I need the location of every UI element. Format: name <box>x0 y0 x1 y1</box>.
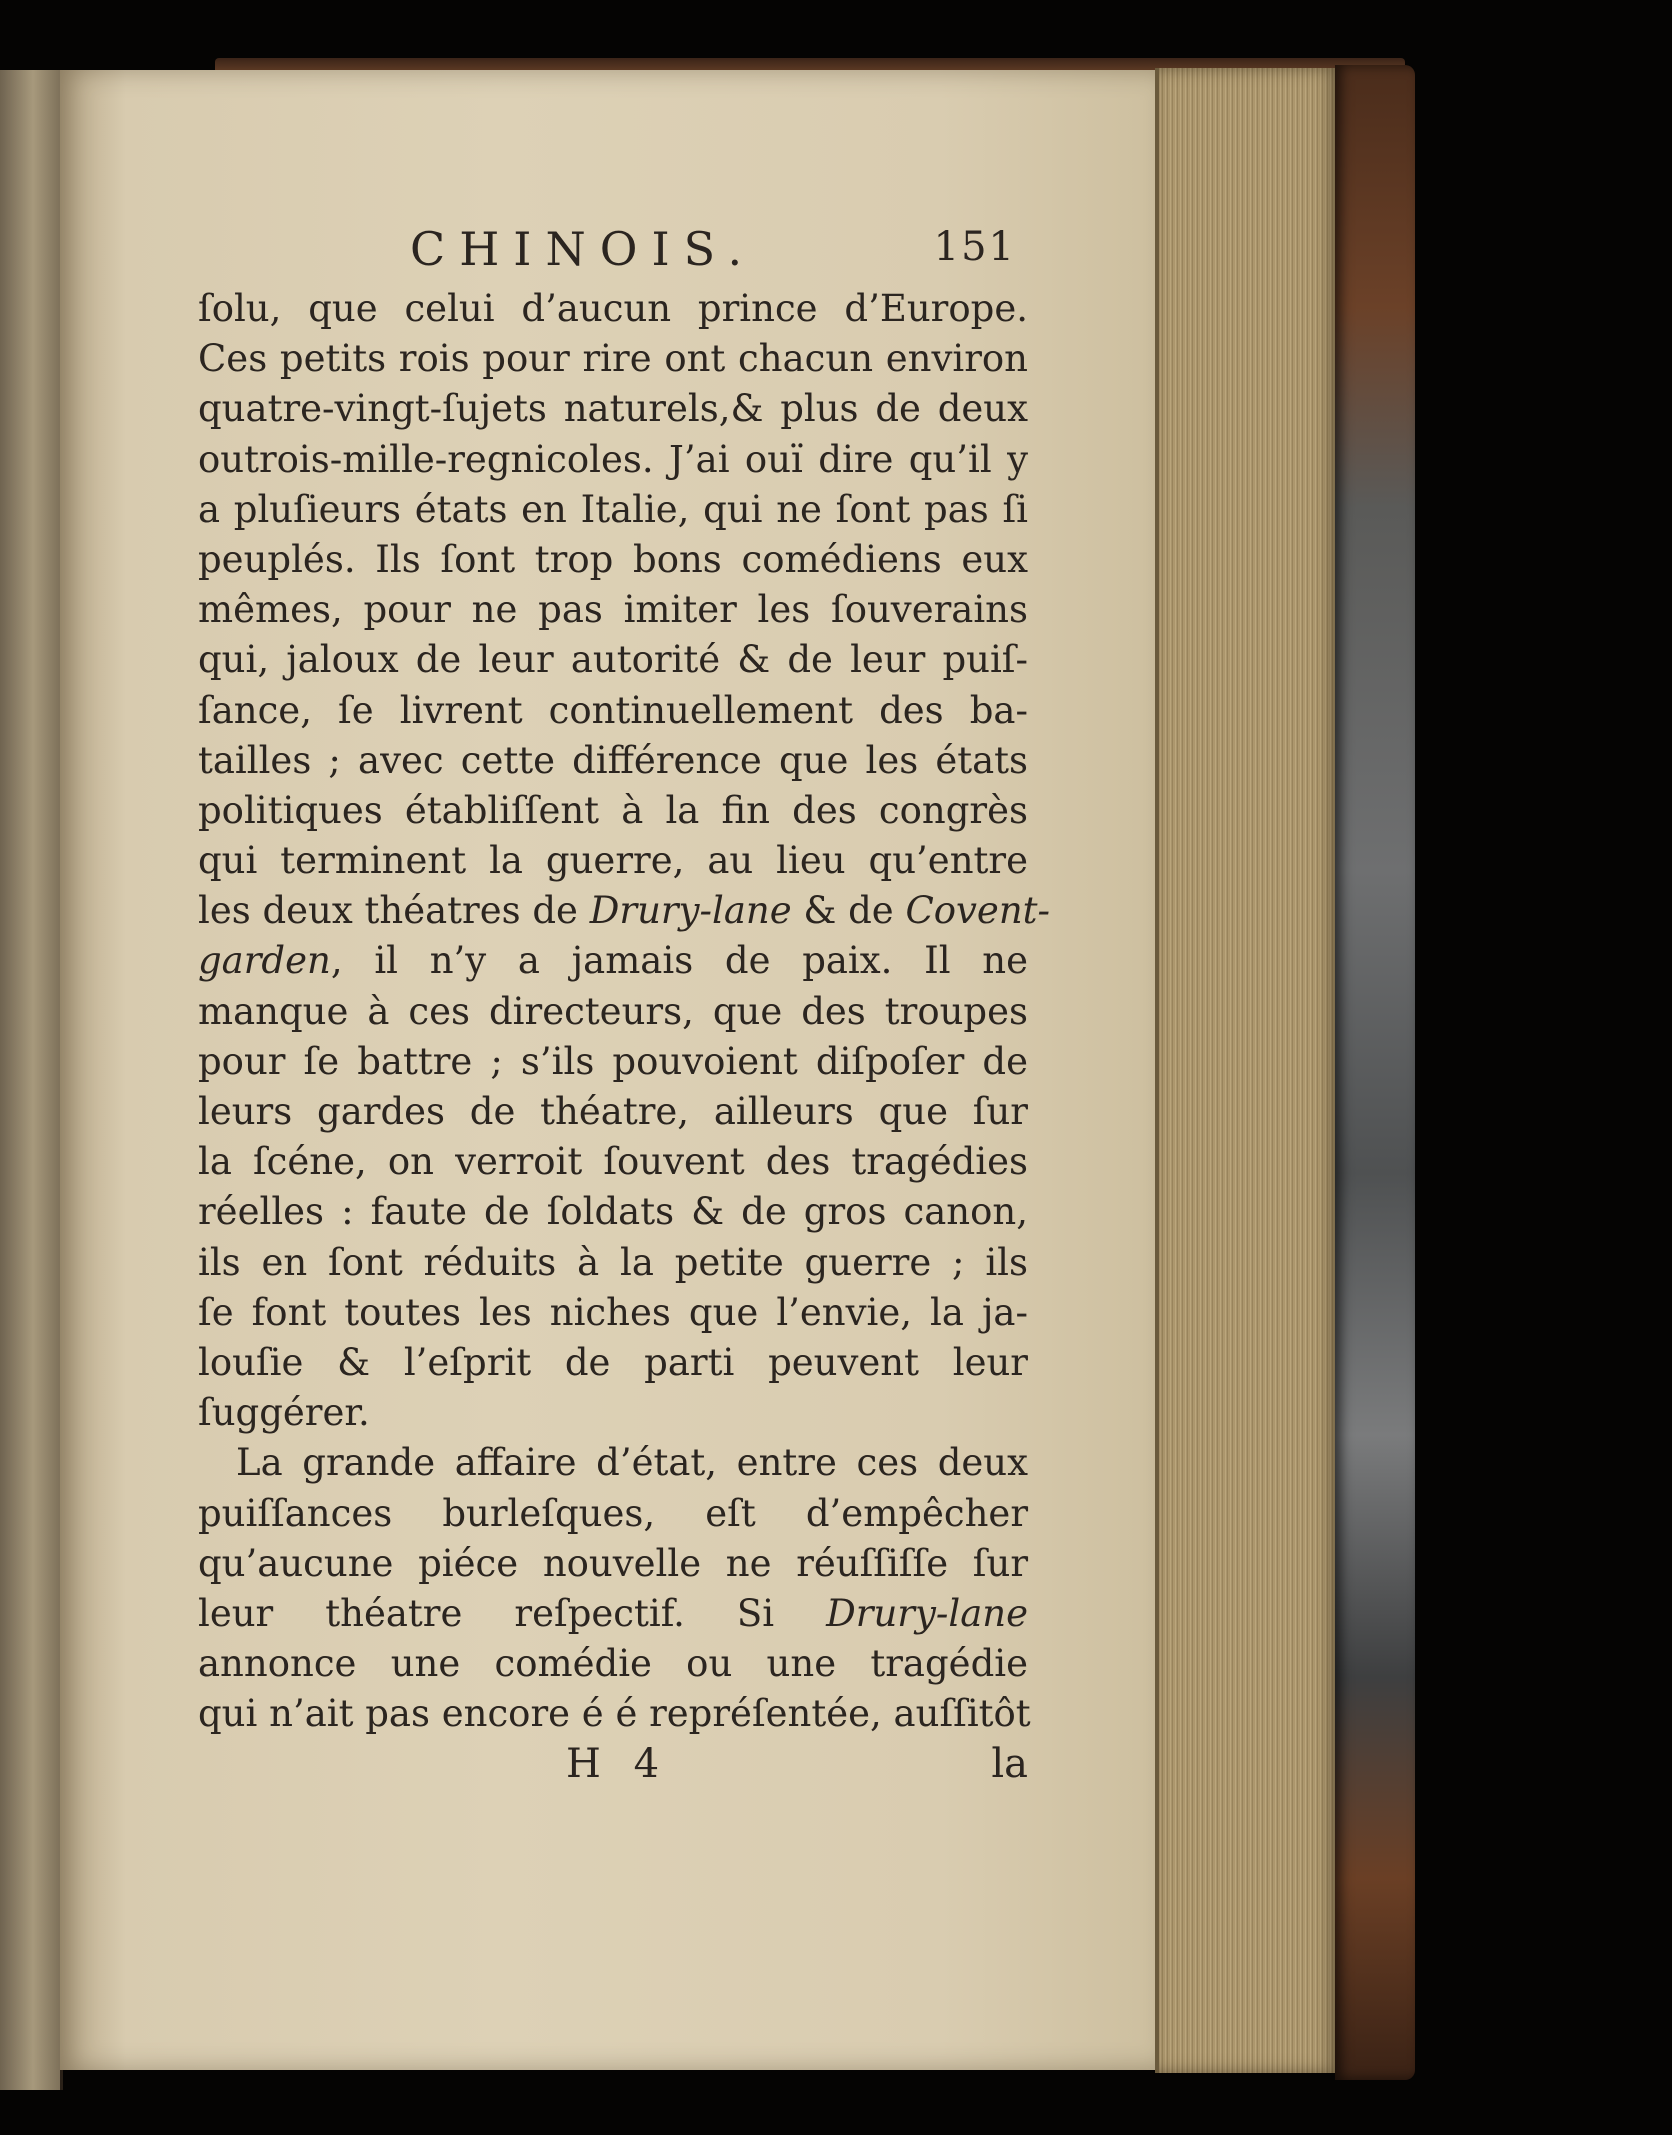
text-line: ſe font toutes les niches que l’envie, la ja- <box>198 1290 1028 1334</box>
left-page-edge <box>0 70 63 2090</box>
text-line: ſance, ſe livrent continuellement des ba- <box>198 688 1028 732</box>
text-line: peuplés. Ils ſont trop bons comédiens eux <box>198 537 1028 581</box>
italic-text: Drury-lane <box>826 1591 1028 1635</box>
text-line: La grande affaire d’état, entre ces deux <box>236 1441 1028 1485</box>
text-line: puiſſances burleſques, eſt d’empêcher <box>198 1491 1028 1535</box>
text-line: a pluſieurs états en Italie, qui ne ſont pas ſi <box>198 487 1028 531</box>
text-line: leurs gardes de théatre, ailleurs que ſur <box>198 1090 1028 1133</box>
signature-mark: H 4 <box>566 1741 670 1788</box>
text-line: mêmes, pour ne pas imiter les ſouverains <box>198 588 1028 632</box>
book-cover-spine <box>1335 65 1415 2080</box>
page-number: 151 <box>933 224 1016 270</box>
text-line <box>198 1589 1028 1639</box>
text-line: quatre-vingt-ſujets naturels,& plus de deux <box>198 387 1028 431</box>
text-line: manque à ces directeurs, que des troupes <box>198 989 1028 1033</box>
text-line: ſuggérer. <box>198 1391 370 1435</box>
italic-text: Drury-lane <box>589 889 792 933</box>
text-line: Ces petits rois pour rire ont chacun environ <box>198 337 1028 381</box>
page-block-edges <box>1155 68 1339 2073</box>
text-line <box>198 886 1051 936</box>
text-line: annonce une comédie ou une tragédie <box>198 1642 1028 1686</box>
text-span: & de <box>791 889 906 933</box>
text-line: qui, jaloux de leur autorité & de leur puiſ- <box>198 638 1028 682</box>
running-head <box>198 222 1028 284</box>
text-span: les deux théatres de <box>198 889 590 933</box>
page-footer <box>198 1741 1028 1791</box>
italic-text: garden <box>198 939 331 983</box>
catchword: la <box>991 1741 1028 1788</box>
body-text <box>198 284 1051 1739</box>
text-line: qu’aucune piéce nouvelle ne réuſſiſſe ſur <box>198 1541 1028 1585</box>
text-line: la ſcéne, on verroit ſouvent des tragédies <box>198 1140 1028 1184</box>
text-line: réelles : faute de ſoldats & de gros canon, <box>198 1190 1028 1234</box>
text-line: ſolu, que celui d’aucun prince d’Europe. <box>198 287 1028 330</box>
text-line <box>198 936 1028 986</box>
text-line: qui terminent la guerre, au lieu qu’entre <box>198 839 1028 883</box>
text-span: leur théatre reſpectif. Si <box>198 1591 827 1635</box>
text-line: outrois-mille-regnicoles. J’ai ouï dire qu’il y <box>198 437 1028 481</box>
text-line: qui n’ait pas encore é é repréſentée, auſſitôt <box>198 1692 1031 1736</box>
running-title: CHINOIS. <box>410 222 757 276</box>
text-span: , il n’y a jamais de paix. Il ne <box>330 939 1028 983</box>
text-line: louſie & l’eſprit de parti peuvent leur <box>198 1340 1028 1384</box>
text-line: tailles ; avec cette différence que les états <box>198 738 1028 782</box>
italic-text: Covent- <box>905 889 1051 933</box>
text-line: politiques établiſſent à la fin des congrès <box>198 788 1028 832</box>
text-line: ils en ſont réduits à la petite guerre ; ils <box>198 1240 1028 1284</box>
page-text-block <box>198 222 1051 1791</box>
text-line: pour ſe battre ; s’ils pouvoient diſpoſer de <box>198 1039 1028 1083</box>
